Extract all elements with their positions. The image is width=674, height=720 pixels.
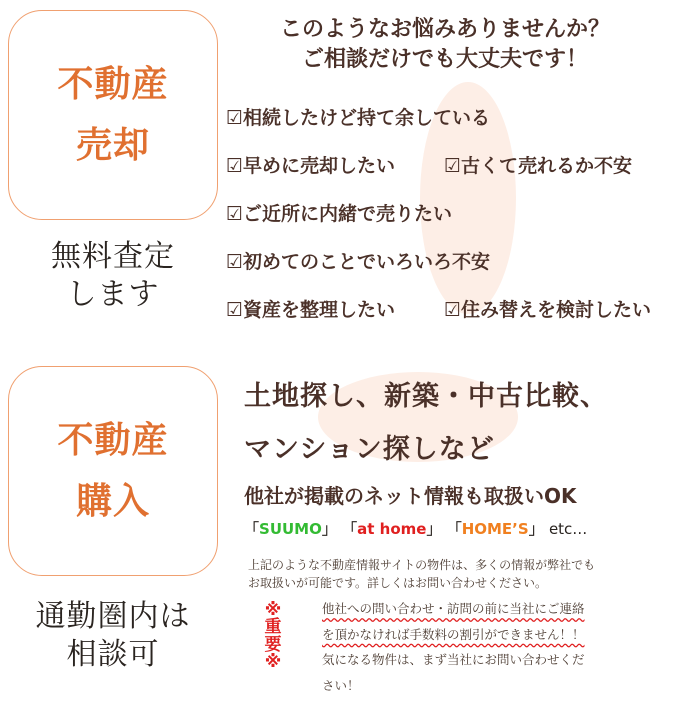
important-mark-char: ※ bbox=[264, 600, 282, 620]
sell-headline-line2: ご相談だけでも大丈夫です！ bbox=[301, 46, 588, 72]
buy-card-title-line2: 購入 bbox=[75, 481, 150, 522]
buy-card-title-line1: 不動産 bbox=[57, 419, 169, 461]
sell-card-title-line2: 売却 bbox=[75, 125, 150, 166]
listing-note bbox=[248, 556, 648, 592]
buy-headline-line1: 土地探し、新築・中古比較、 bbox=[244, 381, 608, 412]
important-mark bbox=[260, 602, 286, 671]
commute-area-line1: 通勤圏内は bbox=[35, 599, 191, 634]
important-mark-char: ※ bbox=[264, 651, 282, 672]
check-item: ☑古くて売れるか不安 bbox=[444, 155, 633, 177]
important-mark-text bbox=[260, 602, 286, 671]
listing-sites bbox=[244, 518, 587, 539]
notice-line2 bbox=[322, 622, 632, 648]
check-item: ☑住み替えを検討したい bbox=[444, 299, 652, 321]
commute-area-line2: 相談可 bbox=[66, 637, 160, 673]
listing-note-line2: お取扱いが可能です。詳しくはお問い合わせください。 bbox=[248, 576, 548, 590]
listing-note-line1: 上記のような不動産情報サイトの物件は、多くの情報が弊社でも bbox=[248, 558, 596, 572]
notice-line1-text: 他社への問い合わせ・訪問の前に当社にご連絡 bbox=[322, 601, 585, 616]
notice-line4: さい！ bbox=[322, 677, 360, 693]
homes-label: HOME’S bbox=[461, 520, 529, 538]
bracket-open: 「 bbox=[342, 520, 358, 538]
free-appraisal-text bbox=[8, 238, 218, 315]
commute-area-text bbox=[8, 598, 218, 675]
buy-headline-line2: マンション探しなど bbox=[244, 434, 495, 465]
free-appraisal-line1: 無料査定 bbox=[51, 239, 175, 274]
important-mark-char: 要 bbox=[264, 634, 282, 655]
bracket-open: 「 bbox=[244, 520, 260, 538]
check-item: ☑資産を整理したい bbox=[226, 299, 396, 321]
sell-card bbox=[8, 10, 218, 220]
buy-card bbox=[8, 366, 218, 576]
bracket-close: 」 bbox=[426, 520, 442, 538]
sell-headline bbox=[240, 15, 650, 74]
buy-net-info-line: 他社が掲載のネット情報も取扱いOK bbox=[244, 484, 577, 508]
notice-line2-text: を頂かなければ手数料の割引ができません！！ bbox=[322, 626, 585, 642]
bracket-open: 「 bbox=[446, 520, 462, 538]
notice-line1 bbox=[322, 596, 632, 622]
etc-label: etc… bbox=[548, 520, 588, 538]
sell-card-title-line1: 不動産 bbox=[57, 63, 169, 105]
check-item: ☑相続したけど持て余している bbox=[226, 107, 491, 129]
check-item: ☑早めに売却したい bbox=[226, 155, 396, 177]
notice-line3: 気になる物件は、まず当社にお問い合わせくだ bbox=[322, 652, 585, 668]
suumo-label: SUUMO bbox=[259, 520, 322, 538]
important-mark-char: 重 bbox=[264, 617, 282, 638]
sell-headline-line1: このようなお悩みありませんか？ bbox=[279, 17, 610, 42]
free-appraisal-line2: します bbox=[66, 277, 160, 313]
bracket-close: 」 bbox=[321, 520, 337, 538]
athome-label: at home bbox=[357, 520, 427, 538]
check-item: ☑ご近所に内緒で売りたい bbox=[226, 203, 453, 225]
check-item: ☑初めてのことでいろいろ不安 bbox=[226, 251, 491, 273]
important-notice bbox=[322, 596, 632, 699]
bracket-close: 」 bbox=[528, 520, 544, 538]
